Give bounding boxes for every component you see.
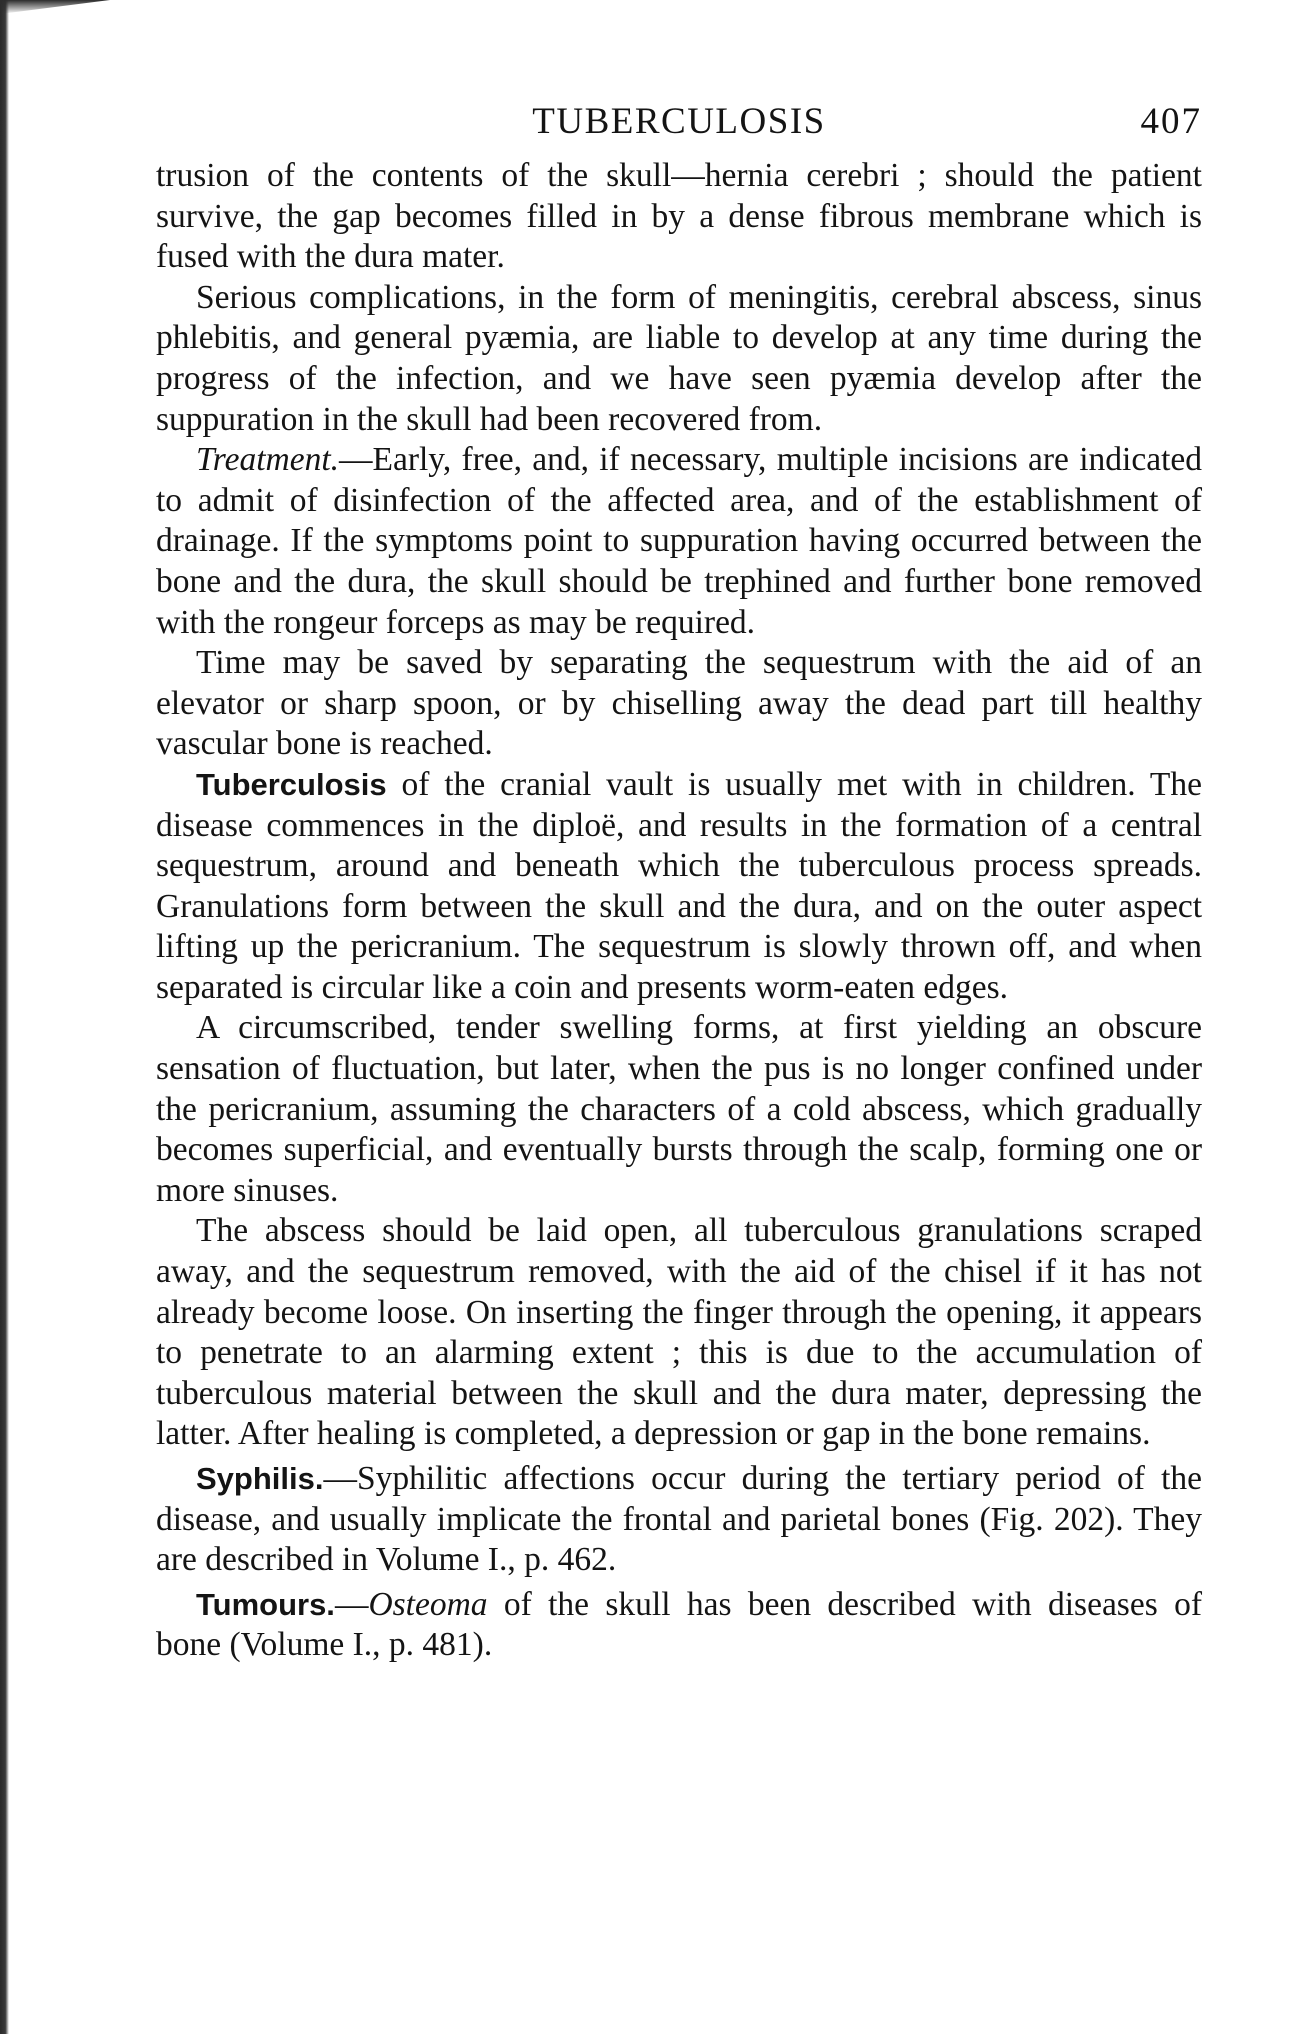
page-body [156,156,1202,1666]
treatment-heading: Treatment. [196,441,339,479]
paragraph-1: trusion of the contents of the skull—hernia cerebri ; should the patient survive, the gap becomes filled in by a dense fibrous membrane which is fused with the dura mater. [156,157,1202,276]
paragraph-5: Tuberculosis of the cranial vault is usually met with in children. The disease commences in the diploë, and results in the formation of a central sequestrum, around and beneath which the tuberculous process spreads. Granulations form between the skull and the dura, and on the outer aspect lifting up the pericranium. The sequestrum is slowly thrown off, and when separated is circular like a coin and presents worm-eaten edges. [156,765,1202,1006]
paragraph-2: Serious complications, in the form of meningitis, cerebral abscess, sinus phlebitis, and general pyæmia, are liable to develop at any time during the progress of the infection, and we have seen pyæmia develop after the suppuration in the skull had been recovered from. [156,278,1202,438]
osteoma-term: Osteoma [368,1585,488,1623]
paragraph-4: Time may be saved by separating the sequestrum with the aid of an elevator or sharp spoon, or by chiselling away the dead part till healthy vascular bone is reached. [156,644,1202,763]
page-binding-edge [0,0,9,2034]
paragraph-6: A circumscribed, tender swelling forms, at first yielding an obscure sensation of fluctuation, but later, when the pus is no longer confined under the pericranium, assuming the characters of a cold abscess, which gradually becomes superficial, and eventually bursts through the scalp, forming one or more sinuses. [156,1009,1202,1209]
syphilis-heading: Syphilis. [196,1461,324,1496]
running-header [156,100,1202,156]
book-page [156,100,1202,1666]
paragraph-9: Tumours.—Osteoma of the skull has been described with diseases of bone (Volume I., p. 481). [156,1585,1202,1664]
tuberculosis-heading: Tuberculosis [196,766,387,802]
paragraph-8: Syphilis.—Syphilitic affections occur during the tertiary period of the disease, and usually implicate the frontal and parietal bones (Fig. 202). They are described in Volume I., p. 462. [156,1460,1202,1579]
paragraph-3: Treatment.—Early, free, and, if necessary, multiple incisions are indicated to admit of disinfection of the affected area, and of the establishment of drainage. If the symptoms point to suppuration having occurred between the bone and the dura, the skull should be trephined and further bone removed with the rongeur forceps as may be required. [156,441,1202,641]
tumours-heading: Tumours. [196,1586,335,1622]
page-number: 407 [1140,101,1202,142]
running-title: TUBERCULOSIS [532,101,826,142]
page-corner-shadow [0,0,110,14]
paragraph-7: The abscess should be laid open, all tuberculous granulations scraped away, and the sequestrum removed, with the aid of the chisel if it has not already become loose. On inserting the finger through the opening, it appears to penetrate to an alarming extent ; this is due to the accumulation of tuberculous material between the skull and the dura mater, depressing the latter. After healing is completed, a depression or gap in the bone remains. [156,1212,1202,1453]
